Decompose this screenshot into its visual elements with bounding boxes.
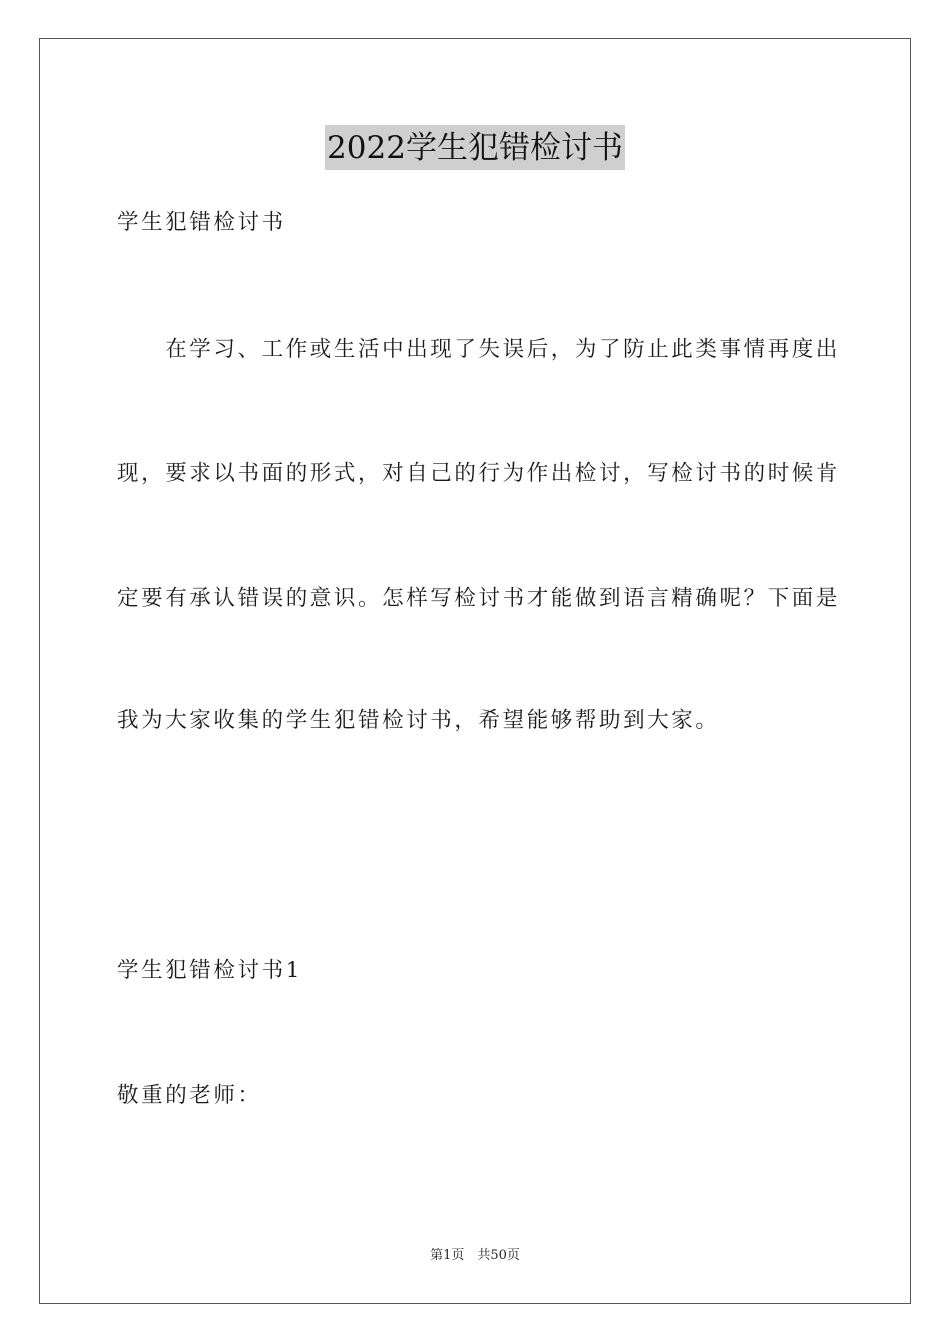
intro-line-1: 在学习、工作或生活中出现了失误后，为了防止此类事情再度出: [117, 337, 841, 362]
salutation: 敬重的老师：: [117, 1083, 262, 1108]
intro-line-2: 现，要求以书面的形式，对自己的行为作出检讨，写检讨书的时候肯: [117, 461, 841, 486]
section-heading: 学生犯错检讨书1: [117, 958, 302, 983]
page-number-footer: 第1页 共50页: [430, 1248, 520, 1263]
document-title-wrapper: [0, 125, 950, 175]
intro-line-3: 定要有承认错误的意识。怎样写检讨书才能做到语言精确呢？下面是: [117, 586, 841, 611]
document-title: 2022学生犯错检讨书: [325, 125, 625, 170]
intro-line-4: 我为大家收集的学生犯错检讨书，希望能够帮助到大家。: [117, 708, 720, 733]
document-subtitle: 学生犯错检讨书: [117, 210, 286, 235]
